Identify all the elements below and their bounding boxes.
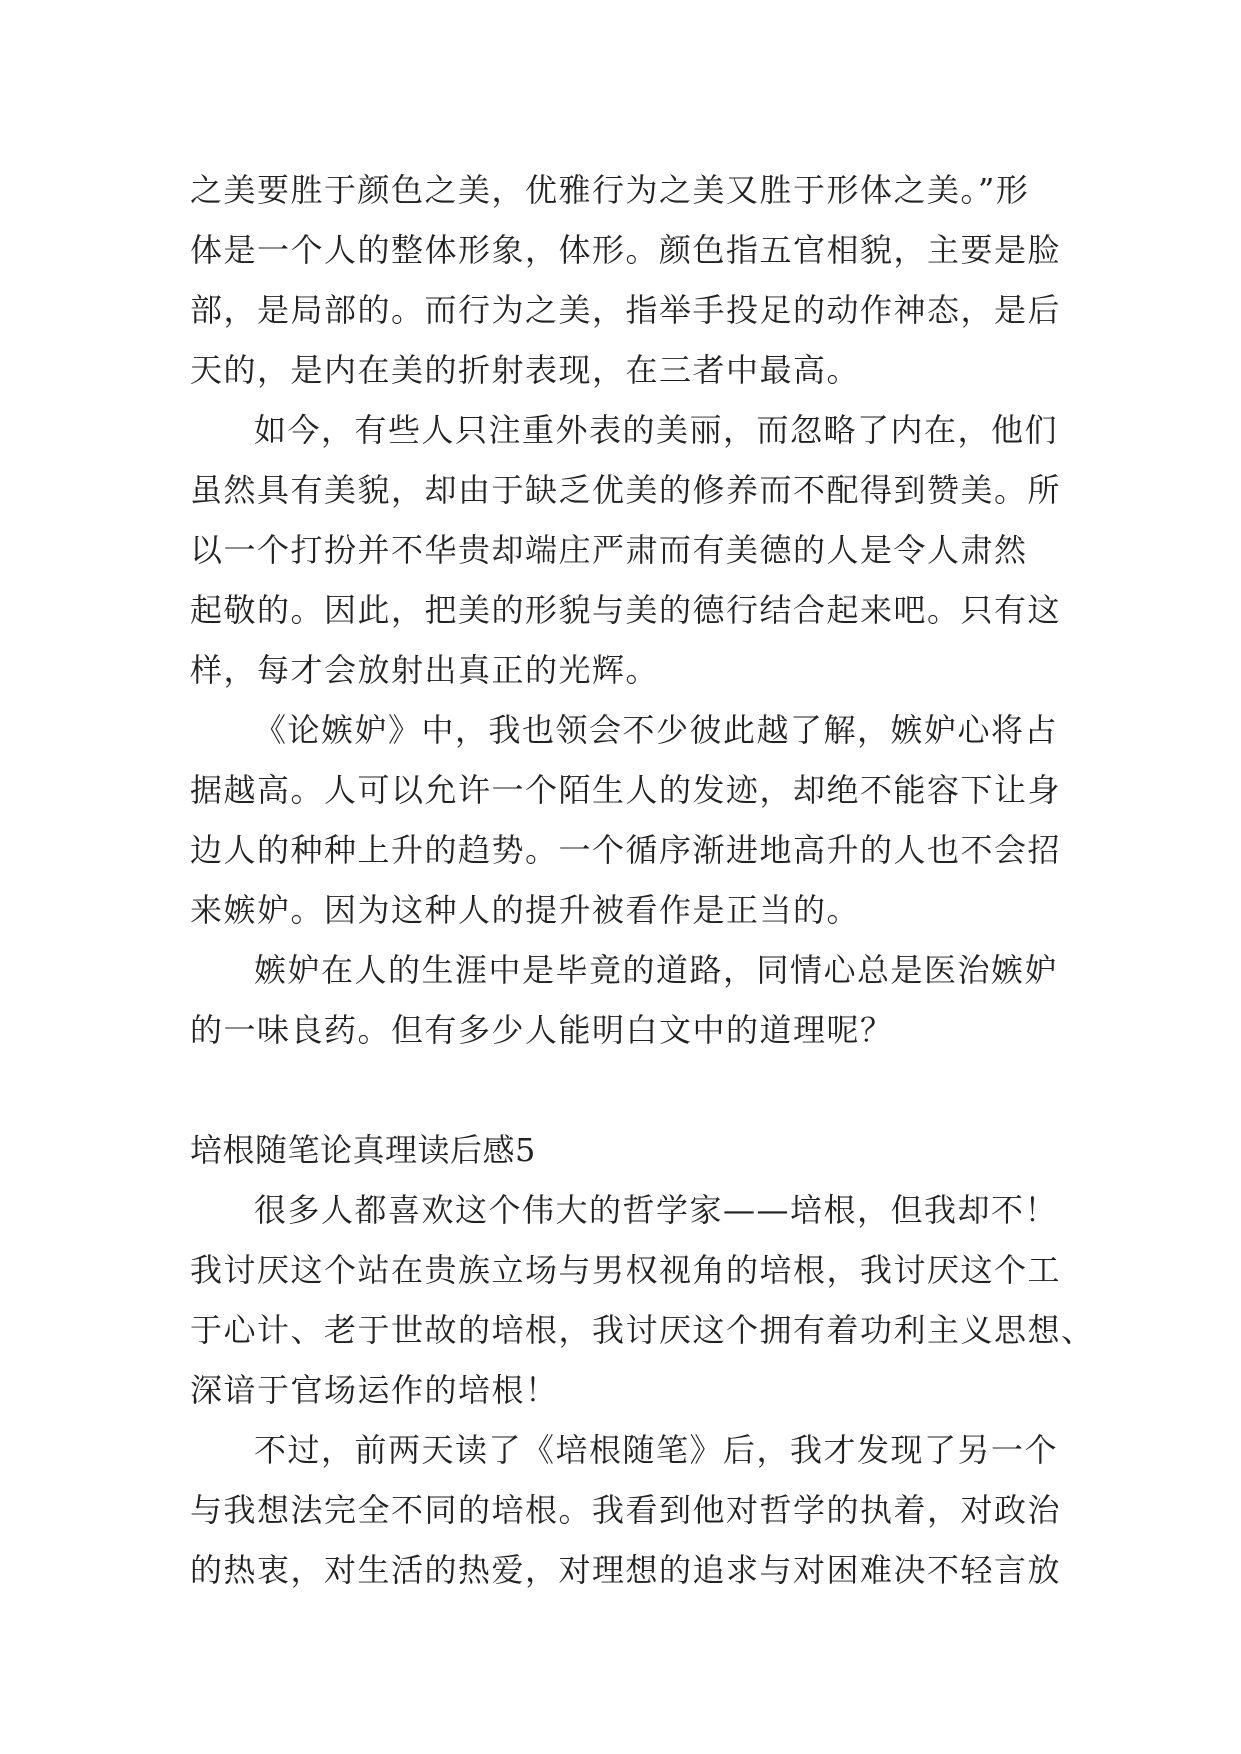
text-line: 于心计、老于世故的培根，我讨厌这个拥有着功利主义思想、 [190, 1311, 1095, 1349]
section-title: 培根随笔论真理读后感5 [190, 1131, 536, 1169]
text-line: 的一味良药。但有多少人能明白文中的道理呢？ [190, 1011, 894, 1049]
paragraph [190, 1180, 1095, 1420]
paragraph [190, 700, 1062, 940]
text-line: 部，是局部的。而行为之美，指举手投足的动作神态，是后 [190, 291, 1062, 329]
paragraph [190, 1420, 1062, 1600]
text-line: 《论嫉妒》中，我也领会不少彼此越了解，嫉妒心将占 [254, 711, 1059, 749]
paragraph [190, 940, 1059, 1060]
text-line: 起敬的。因此，把美的形貌与美的德行结合起来吧。只有这 [190, 591, 1062, 629]
text-line: 边人的种种上升的趋势。一个循序渐进地高升的人也不会招 [190, 831, 1062, 869]
text-line: 来嫉妒。因为这种人的提升被看作是正当的。 [190, 891, 861, 929]
document-body [190, 160, 1095, 1600]
text-line: 样，每才会放射出真正的光辉。 [190, 651, 660, 689]
text-line: 虽然具有美貌，却由于缺乏优美的修养而不配得到赞美。所 [190, 471, 1062, 509]
text-line: 据越高。人可以允许一个陌生人的发迹，却绝不能容下让身 [190, 771, 1062, 809]
text-line: 很多人都喜欢这个伟大的哲学家——培根，但我却不！ [254, 1191, 1059, 1229]
text-line: 以一个打扮并不华贵却端庄严肃而有美德的人是令人肃然 [190, 531, 1028, 569]
blank-line [190, 1060, 1050, 1120]
paragraph [190, 400, 1062, 700]
paragraph [190, 160, 1062, 400]
text-line: 之美要胜于颜色之美，优雅行为之美又胜于形体之美。”形 [190, 171, 1030, 209]
text-line: 与我想法完全不同的培根。我看到他对哲学的执着，对政治 [190, 1491, 1062, 1529]
text-line: 深谙于官场运作的培根！ [190, 1371, 559, 1409]
text-line: 天的，是内在美的折射表现，在三者中最高。 [190, 351, 861, 389]
text-line: 如今，有些人只注重外表的美丽，而忽略了内在，他们 [254, 411, 1059, 449]
text-line: 体是一个人的整体形象，体形。颜色指五官相貌，主要是脸 [190, 231, 1062, 269]
text-line: 的热衷，对生活的热爱，对理想的追求与对困难决不轻言放 [190, 1551, 1062, 1589]
text-line: 嫉妒在人的生涯中是毕竟的道路，同情心总是医治嫉妒 [254, 951, 1059, 989]
text-line: 不过，前两天读了《培根随笔》后，我才发现了另一个 [254, 1431, 1059, 1469]
text-line: 我讨厌这个站在贵族立场与男权视角的培根，我讨厌这个工 [190, 1251, 1062, 1289]
